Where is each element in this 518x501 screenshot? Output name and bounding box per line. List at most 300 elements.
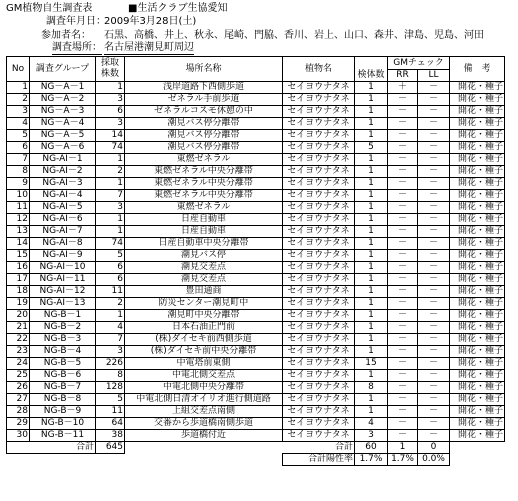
- row-tested: 1: [355, 394, 388, 406]
- row-note: 開花・種子: [450, 382, 505, 394]
- row-no: 28: [7, 406, 30, 418]
- row-rr: －: [388, 226, 418, 238]
- row-no: 22: [7, 334, 30, 346]
- row-count: 3: [96, 118, 125, 130]
- header-gm-check: GMチェック: [388, 57, 450, 70]
- table-row: [7, 322, 505, 334]
- row-note: 開花・種子: [450, 406, 505, 418]
- row-group: NG-B－9: [30, 406, 96, 418]
- row-plant: セイヨウナタネ: [283, 118, 355, 130]
- row-group: NG－A－2: [30, 94, 96, 106]
- positive-tested: 1.7%: [355, 454, 388, 466]
- header-plant: 植物名: [283, 57, 355, 82]
- table-row: [7, 166, 505, 178]
- table-row: [7, 214, 505, 226]
- row-note: 開花・種子: [450, 370, 505, 382]
- row-plant: セイヨウナタネ: [283, 334, 355, 346]
- row-group: NG-AI－6: [30, 214, 96, 226]
- row-tested: 1: [355, 346, 388, 358]
- total-ll: 0: [418, 442, 450, 454]
- row-plant: セイヨウナタネ: [283, 178, 355, 190]
- row-tested: 1: [355, 106, 388, 118]
- row-rr: －: [388, 334, 418, 346]
- row-count: 6: [96, 274, 125, 286]
- row-count: 38: [96, 430, 125, 442]
- row-ll: －: [418, 118, 450, 130]
- row-no: 24: [7, 358, 30, 370]
- row-rr: －: [388, 310, 418, 322]
- row-tested: 1: [355, 202, 388, 214]
- row-rr: －: [388, 94, 418, 106]
- row-count: 8: [96, 370, 125, 382]
- table-row: [7, 178, 505, 190]
- row-place: 潮見交差点: [125, 274, 283, 286]
- row-no: 6: [7, 142, 30, 154]
- table-row: [7, 202, 505, 214]
- row-tested: 3: [355, 430, 388, 442]
- row-no: 23: [7, 346, 30, 358]
- table-row: [7, 286, 505, 298]
- row-note: 開花・種子: [450, 94, 505, 106]
- row-tested: 1: [355, 334, 388, 346]
- row-ll: －: [418, 178, 450, 190]
- total-tested: 60: [355, 442, 388, 454]
- total-label: 合計: [7, 442, 96, 454]
- row-ll: －: [418, 238, 450, 250]
- row-group: NG-B－4: [30, 346, 96, 358]
- row-tested: 1: [355, 190, 388, 202]
- row-group: NG-AI－13: [30, 298, 96, 310]
- positive-ll: 0.0%: [418, 454, 450, 466]
- row-ll: －: [418, 130, 450, 142]
- row-ll: －: [418, 382, 450, 394]
- document-title: GM植物自生調査表: [6, 3, 93, 14]
- row-plant: セイヨウナタネ: [283, 202, 355, 214]
- table-row: [7, 190, 505, 202]
- row-note: 開花・種子: [450, 358, 505, 370]
- row-no: 12: [7, 214, 30, 226]
- row-tested: 1: [355, 118, 388, 130]
- table-row: [7, 406, 505, 418]
- table-row: [7, 346, 505, 358]
- row-tested: 1: [355, 274, 388, 286]
- row-note: 開花・種子: [450, 394, 505, 406]
- row-place: 東燃ゼネラル中央分離帯: [125, 190, 283, 202]
- row-no: 29: [7, 418, 30, 430]
- row-note: 開花・種子: [450, 190, 505, 202]
- row-no: 7: [7, 154, 30, 166]
- row-place: 東燃ゼネラル: [125, 202, 283, 214]
- row-rr: －: [388, 358, 418, 370]
- row-tested: 5: [355, 142, 388, 154]
- row-tested: 1: [355, 298, 388, 310]
- row-plant: セイヨウナタネ: [283, 370, 355, 382]
- row-plant: セイヨウナタネ: [283, 142, 355, 154]
- row-note: 開花・種子: [450, 166, 505, 178]
- row-count: 3: [96, 202, 125, 214]
- row-place: (株)ダイセキ前中央分離帯: [125, 346, 283, 358]
- row-rr: －: [388, 274, 418, 286]
- row-group: NG-AI－2: [30, 166, 96, 178]
- row-place: 日産自動車中央分離帯: [125, 238, 283, 250]
- row-ll: －: [418, 346, 450, 358]
- row-rr: －: [388, 142, 418, 154]
- row-rr: －: [388, 322, 418, 334]
- row-place: 中電塔前東側: [125, 358, 283, 370]
- row-count: 3: [96, 94, 125, 106]
- row-ll: －: [418, 310, 450, 322]
- row-count: 6: [96, 106, 125, 118]
- table-row: [7, 250, 505, 262]
- row-plant: セイヨウナタネ: [283, 262, 355, 274]
- row-group: NG-AI－1: [30, 154, 96, 166]
- row-note: 開花・種子: [450, 238, 505, 250]
- row-rr: －: [388, 202, 418, 214]
- organization-name: ■生活クラブ生協愛知: [128, 3, 228, 14]
- row-ll: －: [418, 358, 450, 370]
- row-note: 開花・種子: [450, 142, 505, 154]
- row-plant: セイヨウナタネ: [283, 310, 355, 322]
- row-note: 開花・種子: [450, 106, 505, 118]
- row-count: 6: [96, 262, 125, 274]
- row-no: 17: [7, 274, 30, 286]
- row-place: 潮見バス停分離帯: [125, 118, 283, 130]
- row-place: 潮見バス停分離帯: [125, 130, 283, 142]
- row-place: (株)ダイセキ前西側歩道: [125, 334, 283, 346]
- row-count: 226: [96, 358, 125, 370]
- header-group: 調査グループ: [30, 57, 96, 82]
- row-rr: －: [388, 418, 418, 430]
- row-no: 9: [7, 178, 30, 190]
- positive-rr: 1.7%: [388, 454, 418, 466]
- row-group: NG－A－1: [30, 82, 96, 94]
- row-plant: セイヨウナタネ: [283, 154, 355, 166]
- row-count: 7: [96, 334, 125, 346]
- row-note: 開花・種子: [450, 226, 505, 238]
- row-no: 25: [7, 370, 30, 382]
- row-note: 開花・種子: [450, 130, 505, 142]
- row-place: 潮見町中央分離帯: [125, 310, 283, 322]
- row-ll: －: [418, 106, 450, 118]
- positive-rate-label: 合計陽性率: [283, 454, 355, 466]
- row-place: 中電北側日清オイリオ進行側道路: [125, 394, 283, 406]
- row-rr: －: [388, 370, 418, 382]
- row-plant: セイヨウナタネ: [283, 130, 355, 142]
- row-group: NG-AI－11: [30, 274, 96, 286]
- row-no: 4: [7, 118, 30, 130]
- row-ll: －: [418, 142, 450, 154]
- row-group: NG-AI－3: [30, 178, 96, 190]
- row-count: 64: [96, 418, 125, 430]
- row-rr: －: [388, 394, 418, 406]
- row-tested: 4: [355, 418, 388, 430]
- table-row: [7, 334, 505, 346]
- row-tested: 1: [355, 262, 388, 274]
- header-ll: LL: [418, 70, 450, 82]
- row-no: 30: [7, 430, 30, 442]
- row-ll: －: [418, 418, 450, 430]
- row-count: 1: [96, 82, 125, 94]
- row-no: 27: [7, 394, 30, 406]
- row-no: 20: [7, 310, 30, 322]
- row-tested: 1: [355, 286, 388, 298]
- participants-value: 石黒、高橋、井上、秋永、尾崎、門脇、香川、岩上、山口、森井、津島、児島、河田: [104, 30, 484, 41]
- row-group: NG-B－6: [30, 370, 96, 382]
- row-ll: －: [418, 430, 450, 442]
- row-note: 開花・種子: [450, 418, 505, 430]
- row-plant: セイヨウナタネ: [283, 106, 355, 118]
- row-count: 7: [96, 190, 125, 202]
- row-rr: －: [388, 118, 418, 130]
- row-group: NG－A－3: [30, 106, 96, 118]
- header-note: 備 考: [450, 57, 505, 82]
- row-place: ゼネラルコスモ休憩の中: [125, 106, 283, 118]
- row-place: 潮見交差点: [125, 262, 283, 274]
- row-note: 開花・種子: [450, 202, 505, 214]
- row-group: NG-B－3: [30, 334, 96, 346]
- row-note: 開花・種子: [450, 298, 505, 310]
- row-tested: 1: [355, 130, 388, 142]
- row-rr: －: [388, 214, 418, 226]
- row-note: 開花・種子: [450, 430, 505, 442]
- row-place: 中電北側中央分離帯: [125, 382, 283, 394]
- row-no: 26: [7, 382, 30, 394]
- row-ll: －: [418, 286, 450, 298]
- row-no: 14: [7, 238, 30, 250]
- row-group: NG-B－11: [30, 430, 96, 442]
- row-ll: －: [418, 226, 450, 238]
- row-ll: －: [418, 166, 450, 178]
- row-group: NG－A－4: [30, 118, 96, 130]
- row-no: 19: [7, 298, 30, 310]
- date-label: 調査年月日：: [46, 16, 106, 27]
- survey-table: [6, 56, 505, 442]
- row-tested: 1: [355, 310, 388, 322]
- table-row: [7, 358, 505, 370]
- table-row: [7, 118, 505, 130]
- table-row: [7, 298, 505, 310]
- row-note: 開花・種子: [450, 154, 505, 166]
- row-note: 開花・種子: [450, 346, 505, 358]
- row-plant: セイヨウナタネ: [283, 274, 355, 286]
- row-tested: 1: [355, 226, 388, 238]
- table-row: [7, 130, 505, 142]
- table-row: [7, 142, 505, 154]
- row-place: 日産自動車: [125, 214, 283, 226]
- row-ll: －: [418, 250, 450, 262]
- row-note: 開花・種子: [450, 322, 505, 334]
- row-count: 5: [96, 250, 125, 262]
- row-ll: －: [418, 190, 450, 202]
- row-no: 18: [7, 286, 30, 298]
- row-note: 開花・種子: [450, 118, 505, 130]
- row-group: NG-AI－5: [30, 202, 96, 214]
- row-note: 開花・種子: [450, 178, 505, 190]
- row-place: 浅岸道路下西側歩道: [125, 82, 283, 94]
- row-group: NG-AI－12: [30, 286, 96, 298]
- row-group: NG-AI－8: [30, 238, 96, 250]
- row-group: NG-AI－10: [30, 262, 96, 274]
- row-rr: －: [388, 178, 418, 190]
- header-rr: RR: [388, 70, 418, 82]
- row-plant: セイヨウナタネ: [283, 82, 355, 94]
- row-tested: 1: [355, 154, 388, 166]
- header-place: 場所名称: [125, 57, 283, 82]
- participants-label: 参加者名：: [41, 30, 91, 41]
- row-plant: セイヨウナタネ: [283, 322, 355, 334]
- row-tested: 1: [355, 250, 388, 262]
- row-no: 21: [7, 322, 30, 334]
- row-place: 中電北側交差点: [125, 370, 283, 382]
- table-row: [7, 262, 505, 274]
- table-row: [7, 274, 505, 286]
- row-rr: ＋: [388, 82, 418, 94]
- header-tested: 検体数: [355, 57, 388, 82]
- row-plant: セイヨウナタネ: [283, 250, 355, 262]
- header-no: No: [7, 57, 30, 82]
- totals-table: [6, 441, 505, 466]
- row-note: 開花・種子: [450, 82, 505, 94]
- row-place: 東燃ゼネラル中央分離帯: [125, 178, 283, 190]
- row-rr: －: [388, 154, 418, 166]
- row-place: 東燃ゼネラル: [125, 154, 283, 166]
- row-group: NG－A－6: [30, 142, 96, 154]
- row-count: 3: [96, 346, 125, 358]
- row-rr: －: [388, 286, 418, 298]
- table-row: [7, 370, 505, 382]
- row-no: 15: [7, 250, 30, 262]
- row-rr: －: [388, 130, 418, 142]
- table-row: [7, 106, 505, 118]
- row-ll: －: [418, 202, 450, 214]
- row-count: 2: [96, 298, 125, 310]
- row-place: 歩道橋付近: [125, 430, 283, 442]
- row-place: 上組交差点南側: [125, 406, 283, 418]
- row-note: 開花・種子: [450, 334, 505, 346]
- row-place: 潮見バス停: [125, 250, 283, 262]
- row-plant: セイヨウナタネ: [283, 238, 355, 250]
- row-group: NG-B－8: [30, 394, 96, 406]
- row-place: 防災センター潮見町中: [125, 298, 283, 310]
- table-row: [7, 382, 505, 394]
- row-tested: 8: [355, 382, 388, 394]
- row-plant: セイヨウナタネ: [283, 382, 355, 394]
- row-count: 1: [96, 226, 125, 238]
- place-value: 名古屋港潮見町周辺: [104, 42, 194, 53]
- row-place: 交番から歩道橋南側歩道: [125, 418, 283, 430]
- row-no: 3: [7, 106, 30, 118]
- row-plant: セイヨウナタネ: [283, 418, 355, 430]
- row-ll: －: [418, 406, 450, 418]
- row-ll: －: [418, 82, 450, 94]
- row-group: NG-B－1: [30, 310, 96, 322]
- row-place: 潮見バス停分離帯: [125, 142, 283, 154]
- row-count: 2: [96, 166, 125, 178]
- row-ll: －: [418, 394, 450, 406]
- row-ll: －: [418, 274, 450, 286]
- row-count: 74: [96, 142, 125, 154]
- row-count: 128: [96, 382, 125, 394]
- table-row: [7, 394, 505, 406]
- row-rr: －: [388, 382, 418, 394]
- row-count: 1: [96, 178, 125, 190]
- row-count: 4: [96, 322, 125, 334]
- row-rr: －: [388, 298, 418, 310]
- row-note: 開花・種子: [450, 310, 505, 322]
- date-value: 2009年3月28日(土): [104, 16, 197, 27]
- row-plant: セイヨウナタネ: [283, 298, 355, 310]
- row-plant: セイヨウナタネ: [283, 226, 355, 238]
- row-tested: 1: [355, 406, 388, 418]
- row-tested: 15: [355, 358, 388, 370]
- total-tested-label: 合計: [283, 442, 355, 454]
- row-rr: －: [388, 250, 418, 262]
- row-note: 開花・種子: [450, 262, 505, 274]
- row-count: 1: [96, 310, 125, 322]
- row-note: 開花・種子: [450, 214, 505, 226]
- row-note: 開花・種子: [450, 286, 505, 298]
- row-rr: －: [388, 406, 418, 418]
- row-place: 東燃ゼネラル中央分離帯: [125, 166, 283, 178]
- row-group: NG-AI－4: [30, 190, 96, 202]
- row-tested: 1: [355, 178, 388, 190]
- row-tested: 1: [355, 94, 388, 106]
- row-tested: 1: [355, 82, 388, 94]
- row-rr: －: [388, 190, 418, 202]
- row-group: NG-B－10: [30, 418, 96, 430]
- row-rr: －: [388, 346, 418, 358]
- row-plant: セイヨウナタネ: [283, 358, 355, 370]
- table-row: [7, 430, 505, 442]
- row-no: 1: [7, 82, 30, 94]
- row-no: 8: [7, 166, 30, 178]
- row-count: 11: [96, 406, 125, 418]
- row-plant: セイヨウナタネ: [283, 346, 355, 358]
- row-count: 1: [96, 214, 125, 226]
- row-ll: －: [418, 94, 450, 106]
- row-ll: －: [418, 370, 450, 382]
- row-place: ゼネラル手前歩道: [125, 94, 283, 106]
- row-tested: 1: [355, 238, 388, 250]
- table-row: [7, 82, 505, 94]
- row-group: NG-B－7: [30, 382, 96, 394]
- row-group: NG-B－5: [30, 358, 96, 370]
- row-no: 10: [7, 190, 30, 202]
- row-ll: －: [418, 322, 450, 334]
- row-group: NG-AI－7: [30, 226, 96, 238]
- row-place: 日本石油正門前: [125, 322, 283, 334]
- row-count: 14: [96, 130, 125, 142]
- row-group: NG－A－5: [30, 130, 96, 142]
- row-plant: セイヨウナタネ: [283, 394, 355, 406]
- table-row: [7, 226, 505, 238]
- row-ll: －: [418, 154, 450, 166]
- row-count: 5: [96, 394, 125, 406]
- row-plant: セイヨウナタネ: [283, 406, 355, 418]
- row-ll: －: [418, 214, 450, 226]
- place-label: 調査場所：: [52, 42, 102, 53]
- table-row: [7, 94, 505, 106]
- row-group: NG-B－2: [30, 322, 96, 334]
- row-rr: －: [388, 106, 418, 118]
- row-no: 16: [7, 262, 30, 274]
- row-ll: －: [418, 262, 450, 274]
- row-count: 74: [96, 238, 125, 250]
- row-rr: －: [388, 238, 418, 250]
- row-note: 開花・種子: [450, 274, 505, 286]
- row-tested: 1: [355, 322, 388, 334]
- row-tested: 1: [355, 166, 388, 178]
